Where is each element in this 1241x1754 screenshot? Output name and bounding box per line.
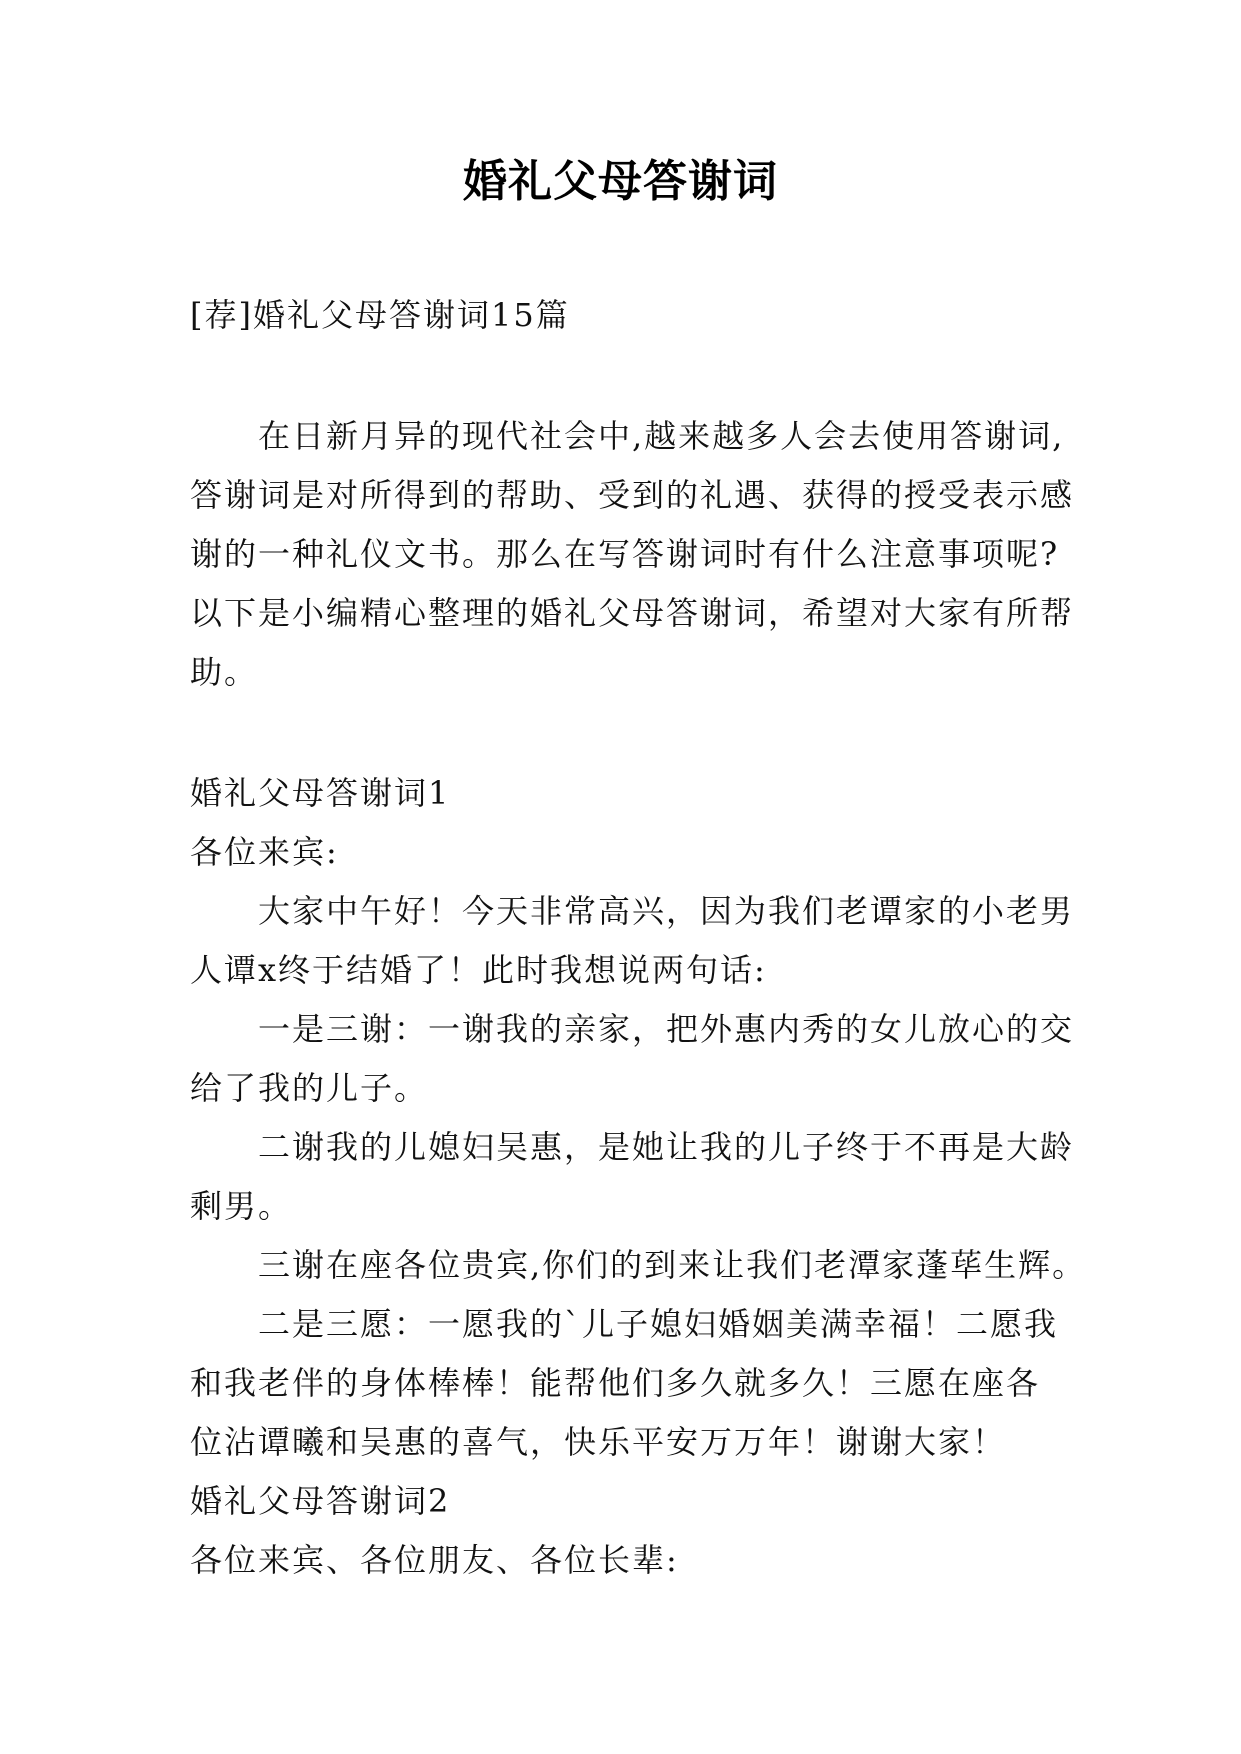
section-heading: 婚礼父母答谢词2	[190, 1482, 451, 1520]
intro-line: 助。	[190, 653, 259, 691]
section-2	[190, 1472, 1070, 1590]
section-1	[190, 764, 1087, 1472]
section-line: 位沾谭曦和吴惠的喜气，快乐平安万万年！谢谢大家！	[190, 1423, 1007, 1461]
section-greeting: 各位来宾、各位朋友、各位长辈:	[190, 1541, 679, 1579]
section-line: 二是三愿：一愿我的`儿子媳妇婚姻美满幸福！二愿我	[258, 1305, 1059, 1343]
section-line: 人谭x终于结婚了！此时我想说两句话:	[190, 951, 767, 989]
section-heading: 婚礼父母答谢词1	[190, 774, 451, 812]
document-title: 婚礼父母答谢词	[463, 156, 778, 207]
section-line: 二谢我的儿媳妇吴惠，是她让我的儿子终于不再是大龄	[258, 1128, 1075, 1166]
intro-line: 答谢词是对所得到的帮助、受到的礼遇、获得的授受表示感	[190, 476, 1075, 514]
section-line: 三谢在座各位贵宾,你们的到来让我们老潭家蓬荜生辉。	[258, 1246, 1087, 1284]
section-line: 和我老伴的身体棒棒！能帮他们多久就多久！三愿在座各	[190, 1364, 1041, 1402]
intro-line: 在日新月异的现代社会中,越来越多人会去使用答谢词,	[258, 417, 1065, 455]
section-greeting: 各位来宾:	[190, 833, 339, 871]
intro-paragraph	[190, 407, 1075, 702]
section-line: 大家中午好！今天非常高兴，因为我们老谭家的小老男	[258, 892, 1075, 930]
section-line: 给了我的儿子。	[190, 1069, 429, 1107]
section-line: 剩男。	[190, 1187, 293, 1225]
section-line: 一是三谢：一谢我的亲家，把外惠内秀的女儿放心的交	[258, 1010, 1075, 1048]
document-subtitle: [荐]婚礼父母答谢词15篇	[190, 296, 570, 334]
intro-line: 谢的一种礼仪文书。那么在写答谢词时有什么注意事项呢?	[190, 535, 1060, 573]
intro-line: 以下是小编精心整理的婚礼父母答谢词，希望对大家有所帮	[190, 594, 1075, 632]
document-body	[190, 286, 1087, 1590]
